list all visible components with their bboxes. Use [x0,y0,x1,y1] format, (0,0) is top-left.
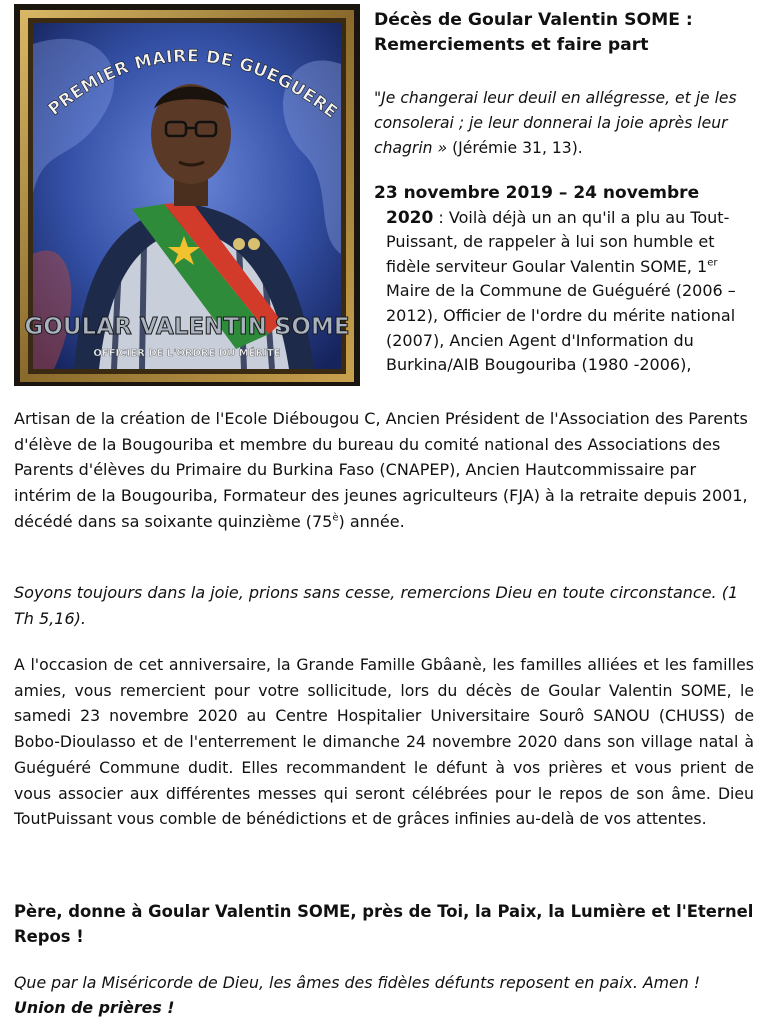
biography-lead [374,181,758,378]
title-line-2: Remerciements et faire part [374,35,649,55]
bio-continuation-text: Artisan de la création de l'Ecole Diébougou C, Ancien Président de l'Association des Parents d'élève de la Bougouriba et membre du bureau du comité national des Associations des Parents d'élèves du Primaire du Burkina Faso (CNAPEP), Ancien Hautcommissaire par intérim de la Bougouriba, Formateur des jeunes agriculteurs (FJA) à la retraite depuis 2001, décédé dans sa soixante quinzième (75 [14,409,748,531]
portrait-arc-text: PREMIER MAIRE DE GUEGUERE [44,46,342,123]
biography-continuation [14,406,754,535]
closing-emphasis: Union de prières ! [14,998,175,1017]
framed-portrait [14,4,360,386]
bio-end: ) année. [338,511,405,531]
closing-text: Que par la Miséricorde de Dieu, les âmes des fidèles défunts reposent en paix. Amen ! [14,973,701,992]
prayer: Père, donne à Goular Valentin SOME, près de Toi, la Paix, la Lumière et l'Eternel Repos ! [14,902,754,946]
closing-line [14,970,754,1020]
rank-superscript: er [707,257,718,269]
bio-intro: : Voilà déjà un an qu'il a plu au Tout-Puissant, de rappeler à lui son humble et fidèle serviteur Goular Valentin SOME, 1 [386,207,730,276]
bio-roles: Maire de la Commune de Guéguéré (2006 – 2012), Officier de l'ordre du mérite national (2007), Ancien Agent d'Information du Burkina/AIB Bougouriba (1980 -2006), [386,281,736,375]
thanks-paragraph: A l'occasion de cet anniversaire, la Grande Famille Gbâanè, les familles alliées et les familles amies, vous remercient pour votre sollicitude, lors du décès de Goular Valentin SOME, le samedi 23 novembre 2020 au Centre Hospitalier Universitaire Sourô SANOU (CHUSS) de Bobo-Dioulasso et de l'enterrement le dimanche 24 novembre 2020 dans son village natal à Guéguéré Commune dudit. Elles recommandent le défunt à vos prières et vous prient de vous associer aux différentes messes qui seront célébrées pour le repos de son âme. Dieu ToutPuissant vous comble de bénédictions et de grâces infinies au-delà de vos attentes. [14,655,754,829]
bible-verse [374,86,758,161]
age-superscript: è [332,512,339,524]
portrait-name: GOULAR VALENTIN SOME [24,314,350,340]
title-line-1: Décès de Goular Valentin SOME : [374,10,693,30]
verse-quote: "Je changerai leur deuil en allégresse, et je les consolerai ; je leur donnerai la joie après leur chagrin » [374,89,737,157]
verse-reference: (Jérémie 31, 13). [452,139,583,157]
date-range-start: 23 novembre 2019 – 24 novembre [374,183,700,203]
portrait-illustration [14,4,360,386]
exhortation: Soyons toujours dans la joie, prions sans cesse, remercions Dieu en toute circonstance. (1 Th 5,16). [14,583,739,628]
portrait-subtitle: OFFICIER DE L'ORDRE DU MÉRITE [93,348,281,359]
page-title [374,8,758,58]
date-range-end: 2020 [386,207,434,228]
